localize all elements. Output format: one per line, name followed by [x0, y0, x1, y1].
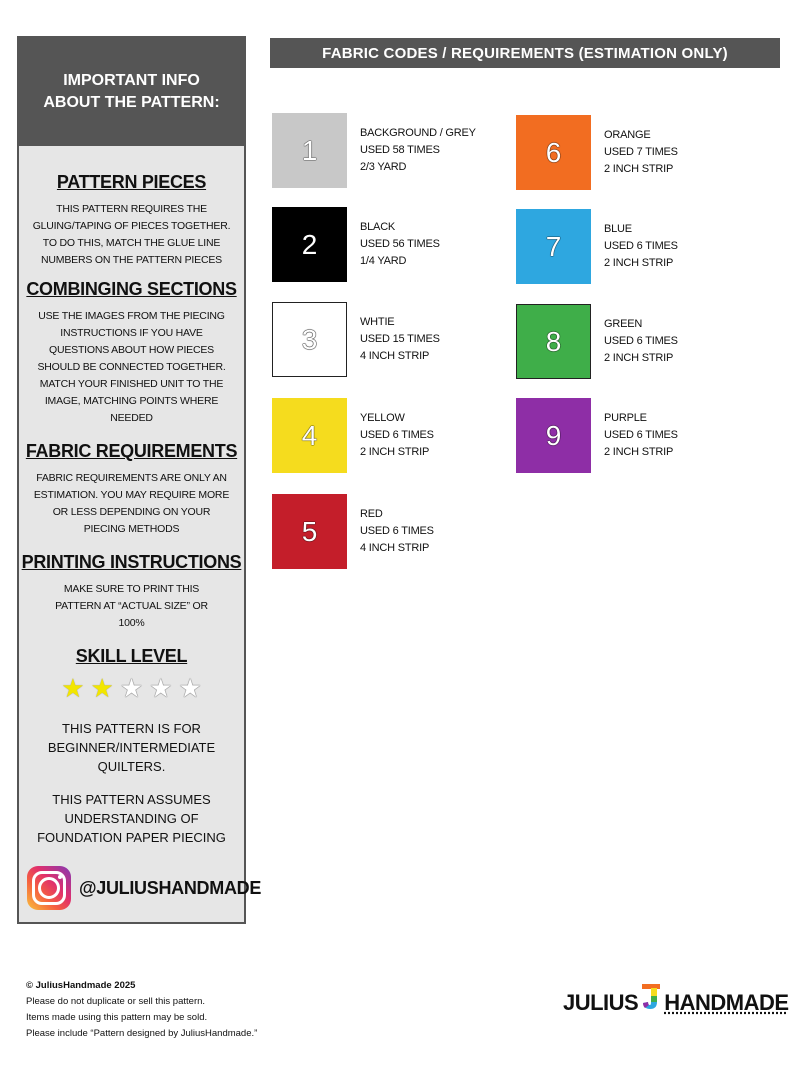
- skill-level: [19, 646, 244, 701]
- section-title: FABRIC REQUIREMENTS: [25, 441, 238, 461]
- section-pattern-pieces: [19, 172, 244, 269]
- fabric-color-swatch: [272, 302, 347, 377]
- fabric-details: [360, 314, 440, 365]
- fabric-amount: 2 INCH STRIP: [604, 257, 674, 269]
- fabric-code: 8: [545, 325, 562, 357]
- fabric-details: [360, 125, 476, 176]
- fabric-name: BLACK: [360, 221, 396, 233]
- fabric-color-swatch: [272, 398, 347, 473]
- fabric-swatch-item: [272, 302, 440, 377]
- fabric-used: USED 56 TIMES: [360, 238, 440, 250]
- fabric-amount: 1/4 YARD: [360, 255, 407, 267]
- section-printing-instructions: [19, 552, 244, 632]
- fabric-name: RED: [360, 508, 383, 520]
- fabric-code: 1: [301, 134, 318, 166]
- fabric-color-swatch: [516, 304, 591, 379]
- skill-level-title: SKILL LEVEL: [75, 646, 188, 666]
- copyright-text: © JuliusHandmade 2025: [26, 980, 136, 991]
- fabric-code: 5: [301, 515, 318, 547]
- fabric-swatch-item: [272, 207, 440, 282]
- fabric-name: PURPLE: [604, 412, 647, 424]
- fabric-details: [604, 316, 678, 367]
- fabric-details: [604, 221, 678, 272]
- fabric-name: ORANGE: [604, 129, 651, 141]
- fabric-code: 3: [301, 323, 318, 355]
- instagram-link[interactable]: [27, 866, 261, 910]
- section-fabric-requirements: [19, 441, 244, 538]
- fabric-color-swatch: [516, 209, 591, 284]
- fabric-amount: 2 INCH STRIP: [604, 352, 674, 364]
- fabric-name: WHTIE: [360, 316, 395, 328]
- fabric-code: 4: [301, 419, 318, 451]
- section-body: MAKE SURE TO PRINT THIS PATTERN AT “ACTUAL SIZE” OR 100%: [55, 583, 208, 629]
- logo-text-left: JULIUS: [563, 990, 639, 1015]
- star-filled-icon: ★: [90, 673, 114, 703]
- fabric-swatch-item: [516, 304, 678, 379]
- fabric-swatch-item: [516, 398, 678, 473]
- fabric-name: BLUE: [604, 223, 632, 235]
- fabric-used: USED 6 TIMES: [360, 525, 434, 537]
- instagram-icon: [27, 866, 71, 910]
- section-body: FABRIC REQUIREMENTS ARE ONLY AN ESTIMATION. YOU MAY REQUIRE MORE OR LESS DEPENDING ON YOUR PIECING METHODS: [33, 472, 230, 535]
- fabric-name: BACKGROUND / GREY: [360, 127, 476, 139]
- fabric-name: YELLOW: [360, 412, 405, 424]
- fabric-used: USED 6 TIMES: [604, 240, 678, 252]
- fabric-amount: 4 INCH STRIP: [360, 542, 430, 554]
- fabric-amount: 2/3 YARD: [360, 161, 407, 173]
- fabric-used: USED 15 TIMES: [360, 333, 440, 345]
- fabric-color-swatch: [272, 207, 347, 282]
- fabric-swatch-item: [516, 209, 678, 284]
- fabric-swatch-item: [272, 494, 434, 569]
- fabric-details: [360, 506, 434, 557]
- fabric-swatch-item: [272, 398, 434, 473]
- fabric-used: USED 6 TIMES: [360, 429, 434, 441]
- section-title: COMBINGING SECTIONS: [26, 279, 237, 299]
- section-title: PRINTING INSTRUCTIONS: [21, 552, 242, 572]
- fabric-amount: 2 INCH STRIP: [360, 446, 430, 458]
- fabric-used: USED 7 TIMES: [604, 146, 678, 158]
- fabric-details: [604, 410, 678, 461]
- prerequisite-note: THIS PATTERN ASSUMES UNDERSTANDING OF FOUNDATION PAPER PIECING: [37, 792, 226, 845]
- star-empty-icon: ★: [178, 673, 202, 703]
- section-combining-sections: [19, 279, 244, 427]
- fabric-code: 2: [301, 228, 318, 260]
- fabric-amount: 4 INCH STRIP: [360, 350, 430, 362]
- footer-line: Please include “Pattern designed by JuliusHandmade.”: [26, 1028, 258, 1039]
- fabric-swatch-item: [516, 115, 678, 190]
- fabric-code: 7: [545, 230, 562, 262]
- fabric-name: GREEN: [604, 318, 643, 330]
- footer-notice: [26, 978, 257, 1042]
- star-empty-icon: ★: [119, 673, 144, 703]
- fabric-details: [360, 219, 440, 270]
- footer-line: Items made using this pattern may be sold.: [26, 1012, 208, 1023]
- fabric-amount: 2 INCH STRIP: [604, 163, 674, 175]
- section-body: USE THE IMAGES FROM THE PIECING INSTRUCTIONS IF YOU HAVE QUESTIONS ABOUT HOW PIECES SHOULD BE CONNECTED TOGETHER. MATCH YOUR FINISHED UNIT TO THE IMAGE, MATCHING POINTS WHERE NEEDED: [37, 310, 226, 424]
- audience-note: THIS PATTERN IS FOR BEGINNER/INTERMEDIATE QUILTERS.: [47, 721, 216, 774]
- skill-rating-stars: [19, 675, 244, 701]
- fabric-color-swatch: [272, 113, 347, 188]
- fabric-color-swatch: [516, 115, 591, 190]
- julius-handmade-logo: [563, 982, 789, 1016]
- logo-j-mark-icon: [640, 982, 662, 1010]
- fabric-used: USED 6 TIMES: [604, 429, 678, 441]
- star-filled-icon: ★: [61, 673, 85, 703]
- fabric-details: [604, 127, 678, 178]
- info-sidebar: [17, 36, 262, 924]
- fabric-used: USED 58 TIMES: [360, 144, 440, 156]
- fabric-swatch-item: [272, 113, 476, 188]
- fabric-code: 9: [545, 419, 562, 451]
- footer-line: Please do not duplicate or sell this pattern.: [26, 996, 206, 1007]
- fabric-codes-header: FABRIC CODES / REQUIREMENTS (ESTIMATION ONLY): [270, 38, 780, 68]
- fabric-code: 6: [545, 136, 562, 168]
- fabric-amount: 2 INCH STRIP: [604, 446, 674, 458]
- logo-text-right: HANDMADE: [664, 990, 789, 1015]
- section-title: PATTERN PIECES: [56, 172, 207, 192]
- sidebar-header: IMPORTANT INFO ABOUT THE PATTERN:: [19, 38, 244, 146]
- section-body: THIS PATTERN REQUIRES THE GLUING/TAPING OF PIECES TOGETHER. TO DO THIS, MATCH THE GLUE LINE NUMBERS ON THE PATTERN PIECES: [32, 203, 231, 266]
- star-empty-icon: ★: [149, 673, 173, 703]
- fabric-color-swatch: [516, 398, 591, 473]
- fabric-details: [360, 410, 434, 461]
- instagram-handle: @JULIUSHANDMADE: [79, 877, 262, 898]
- fabric-used: USED 6 TIMES: [604, 335, 678, 347]
- fabric-color-swatch: [272, 494, 347, 569]
